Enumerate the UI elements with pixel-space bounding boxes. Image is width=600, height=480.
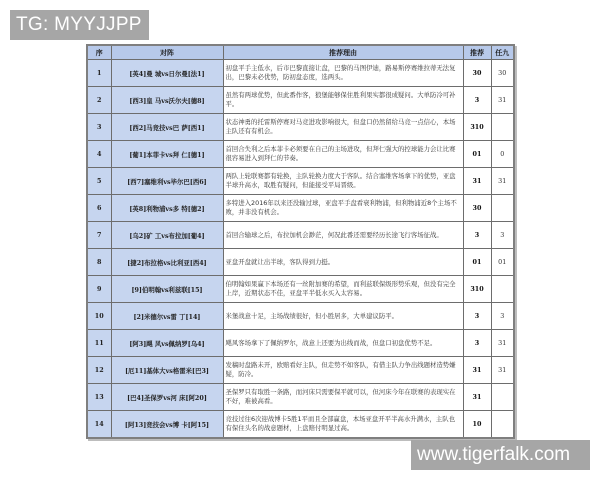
- table-row: [87, 384, 514, 411]
- table-row: [87, 276, 514, 303]
- row-no: 10: [87, 303, 111, 330]
- row-reason: 多特进入2016年以来还没输过球，亚盘平手盘看衰利物浦，但利物浦近8个主场不败，并非没有机会。: [223, 195, 463, 222]
- row-reason: 首回合输球之后，布拉加机会渺茫，何况此番还需要经历长途飞行客场征战。: [223, 222, 463, 249]
- row-reason: 两队上轮联赛都有轮换，主队轮换力度大于客队。结合塞维客场拿下的优势，亚盘半球升高水，取胜有疑问，但能接受平局晋级。: [223, 168, 463, 195]
- row-no: 2: [87, 87, 111, 114]
- table-header-row: [87, 45, 514, 60]
- header-match: 对阵: [111, 45, 223, 60]
- row-renjiu: [491, 114, 514, 141]
- row-renjiu: 31: [491, 330, 514, 357]
- row-match: [巴4]圣保罗vs河 床[阿20]: [111, 384, 223, 411]
- row-recommend: 3: [463, 87, 491, 114]
- row-match: [2]米德尔vs雷 丁[14]: [111, 303, 223, 330]
- row-renjiu: 3: [491, 222, 514, 249]
- row-match: [9]伯明翰vs利兹联[15]: [111, 276, 223, 303]
- row-recommend: 10: [463, 411, 491, 439]
- header-recommend: 推荐: [463, 45, 491, 60]
- row-renjiu: 31: [491, 357, 514, 384]
- row-match: [英4]曼 城vs日尔曼[法1]: [111, 60, 223, 87]
- row-reason: 首回合失利之后本菲卡必须要在自己的主场进攻，但拜仁强大的控球能力会让比赛很容易进入到拜仁的节奏。: [223, 141, 463, 168]
- row-recommend: 01: [463, 249, 491, 276]
- table-row: [87, 168, 514, 195]
- row-no: 9: [87, 276, 111, 303]
- match-picks-table: [86, 44, 515, 439]
- table-row: [87, 141, 514, 168]
- row-match: [乌2]矿 工vs布拉加[葡4]: [111, 222, 223, 249]
- row-no: 1: [87, 60, 111, 87]
- header-renjiu: 任九: [491, 45, 514, 60]
- row-recommend: 30: [463, 195, 491, 222]
- table-row: [87, 249, 514, 276]
- row-renjiu: 31: [491, 168, 514, 195]
- row-reason: 伯明翰如果赢下本场还有一丝附加赛的希望，而利兹联保级形势乐观，但没有完全上岸，近期状态不佳，亚盘平半低水买入太容易。: [223, 276, 463, 303]
- row-recommend: 310: [463, 114, 491, 141]
- row-match: [英8]利物浦vs多 特[德2]: [111, 195, 223, 222]
- row-match: [葡1]本菲卡vs拜 仁[德1]: [111, 141, 223, 168]
- row-recommend: 3: [463, 330, 491, 357]
- row-renjiu: 01: [491, 249, 514, 276]
- row-reason: 米堡战意十足，主场战绩很好，但小胜居多，大单建议防平。: [223, 303, 463, 330]
- row-recommend: 31: [463, 384, 491, 411]
- row-reason: 亚盘开盘就让出半球，客队得到力挺。: [223, 249, 463, 276]
- header-no: 序: [87, 45, 111, 60]
- row-recommend: 01: [463, 141, 491, 168]
- row-match: [厄11]基体大vs格雷米[巴3]: [111, 357, 223, 384]
- row-no: 5: [87, 168, 111, 195]
- row-reason: 竞技过往6次迎战博卡5胜1平而且全部赢盘，本场亚盘开平半高水升满水，主队也有保住头名的战意题材，上盘赔付明显过高。: [223, 411, 463, 439]
- row-no: 7: [87, 222, 111, 249]
- table-row: [87, 195, 514, 222]
- row-renjiu: [491, 384, 514, 411]
- row-match: [西2]马竞技vs巴 萨[西1]: [111, 114, 223, 141]
- row-match: [捷2]布拉格vs比利亚[西4]: [111, 249, 223, 276]
- row-reason: 虽然有两球优势，但此番作客，狼堡能够保住胜利果实都很成疑问。大单防冷可补平。: [223, 87, 463, 114]
- row-renjiu: [491, 195, 514, 222]
- row-match: [阿13]竞技会vs博 卡[阿15]: [111, 411, 223, 439]
- row-no: 14: [87, 411, 111, 439]
- table-row: [87, 411, 514, 439]
- row-renjiu: 3: [491, 303, 514, 330]
- row-renjiu: 0: [491, 141, 514, 168]
- watermark-bottom: www.tigerfalk.com: [411, 440, 590, 470]
- table-row: [87, 303, 514, 330]
- table-row: [87, 87, 514, 114]
- row-recommend: 3: [463, 222, 491, 249]
- row-reason: 圣保罗只有取胜一条路，而河床只需要保平就可以，但河床今年在联赛的表现实在不好，难被高看。: [223, 384, 463, 411]
- row-no: 6: [87, 195, 111, 222]
- row-reason: 飓风客场拿下了佩纳罗尔，战意上还要为出线而战，但盘口初盘优势不足。: [223, 330, 463, 357]
- row-recommend: 30: [463, 60, 491, 87]
- row-match: [西7]塞维利vs毕尔巴[西6]: [111, 168, 223, 195]
- row-no: 13: [87, 384, 111, 411]
- row-match: [西3]皇 马vs沃尔夫[德8]: [111, 87, 223, 114]
- row-recommend: 31: [463, 357, 491, 384]
- row-reason: 状态神勇的托雷斯停赛对马竞进攻影响很大，但盘口仍然留给马竞一点信心，本场主队还有有机会。: [223, 114, 463, 141]
- row-recommend: 3: [463, 303, 491, 330]
- row-reason: 发稿时盘路未开，欧赔看好主队，但走势不如客队，有借主队力争出线题材造势嫌疑，防冷。: [223, 357, 463, 384]
- row-no: 8: [87, 249, 111, 276]
- row-match: [阿3]飓 风vs佩纳罗[乌4]: [111, 330, 223, 357]
- row-renjiu: 31: [491, 87, 514, 114]
- watermark-top: TG: MYYJJPP: [10, 10, 149, 40]
- row-no: 4: [87, 141, 111, 168]
- row-reason: 初盘平手主低水，后市巴黎直接让盘，巴黎的马图伊迪，路易斯停赛维拉蒂无法复出，巴黎未必优势，防初盘态度，选两头。: [223, 60, 463, 87]
- header-reason: 推荐理由: [223, 45, 463, 60]
- table-row: [87, 60, 514, 87]
- row-recommend: 310: [463, 276, 491, 303]
- table-row: [87, 330, 514, 357]
- row-no: 11: [87, 330, 111, 357]
- row-no: 3: [87, 114, 111, 141]
- table-row: [87, 114, 514, 141]
- row-no: 12: [87, 357, 111, 384]
- row-renjiu: [491, 411, 514, 439]
- row-renjiu: 30: [491, 60, 514, 87]
- row-renjiu: [491, 276, 514, 303]
- row-recommend: 31: [463, 168, 491, 195]
- table-row: [87, 222, 514, 249]
- table-row: [87, 357, 514, 384]
